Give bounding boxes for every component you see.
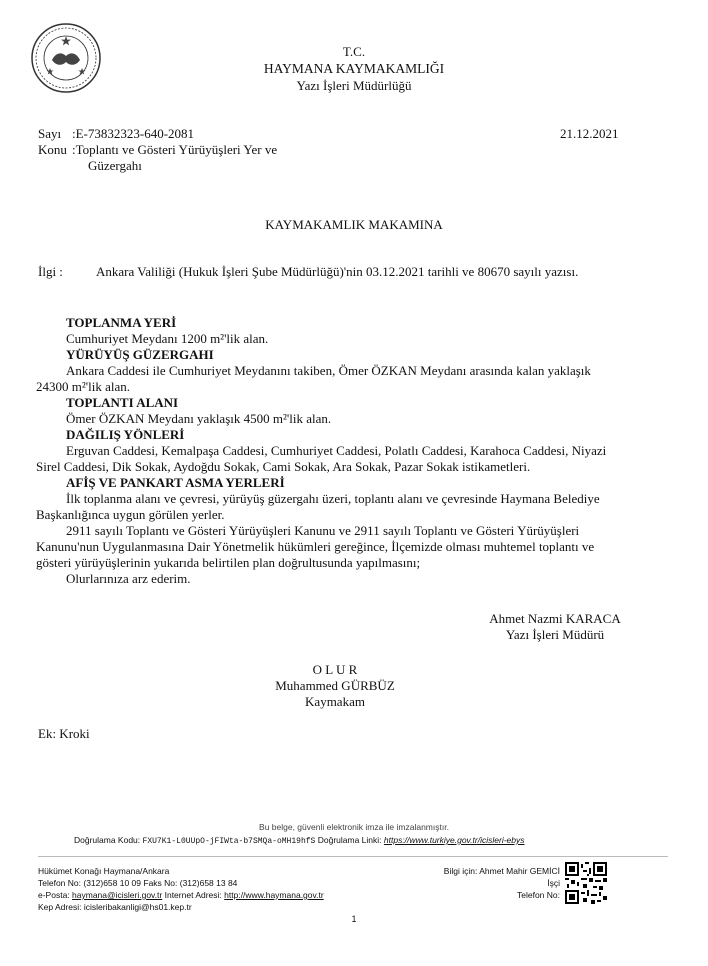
- footer-info-1: Bilgi için: Ahmet Mahir GEMİCİ: [443, 866, 560, 876]
- footer-divider: [38, 856, 668, 857]
- closing-3: gösteri yürüyüşlerinin yukarıda belirtilen plan doğrultusunda yapılmasını;: [36, 555, 421, 570]
- sayi-label: Sayı: [38, 126, 62, 141]
- web-link[interactable]: http://www.haymana.gov.tr: [224, 890, 324, 900]
- verification-code: FXU7K1-L0UUpO-jFIWta-b7SMQa-oMH19hfS: [142, 837, 316, 846]
- alan-title: TOPLANTI ALANI: [66, 395, 179, 410]
- alan-text: Ömer ÖZKAN Meydanı yaklaşık 4500 m²'lik alan.: [66, 411, 332, 426]
- footer-info-3: Telefon No:: [517, 890, 560, 900]
- konu-label: Konu: [38, 142, 67, 157]
- approval-olur: O L U R: [312, 662, 358, 677]
- header-office: HAYMANA KAYMAKAMLIĞI: [263, 61, 445, 76]
- footer-contact: [38, 890, 324, 900]
- code-label: Doğrulama Kodu:: [74, 835, 141, 845]
- qr-code-icon[interactable]: [565, 862, 607, 904]
- toplanma-title: TOPLANMA YERİ: [66, 315, 177, 330]
- konu-value-cont: Güzergahı: [88, 158, 142, 173]
- web-label: Internet Adresi:: [164, 890, 222, 900]
- email-link[interactable]: haymana@icisleri.gov.tr: [72, 890, 163, 900]
- reference-text: Ankara Valiliği (Hukuk İşleri Şube Müdürlüğü)'nin 03.12.2021 tarihli ve 80670 sayılı yazısı.: [96, 264, 579, 279]
- verification-link[interactable]: https://www.turkiye.gov.tr/icisleri-ebys: [383, 835, 525, 845]
- afis-title: AFİŞ VE PANKART ASMA YERLERİ: [66, 475, 285, 490]
- toplanma-text: Cumhuriyet Meydanı 1200 m²'lik alan.: [66, 331, 269, 346]
- dagilis-title: DAĞILIŞ YÖNLERİ: [66, 427, 185, 442]
- footer-kep: Kep Adresi: icisleribakanligi@hs01.kep.tr: [38, 902, 192, 912]
- dagilis-text-1: Erguvan Caddesi, Kemalpaşa Caddesi, Cumhuriyet Caddesi, Polatlı Caddesi, Karahoca Caddesi, Niyazi: [66, 443, 607, 458]
- guzergah-title: YÜRÜYÜŞ GÜZERGAHI: [66, 347, 214, 362]
- verification-notice: Bu belge, güvenli elektronik imza ile imzalanmıştır.: [259, 822, 449, 832]
- footer-info-2: İşçi: [547, 878, 560, 888]
- dagilis-text-2: Sirel Caddesi, Dik Sokak, Aydoğdu Sokak, Cami Sokak, Ara Sokak, Pazar Sokak istikametleri.: [36, 459, 531, 474]
- header-department: Yazı İşleri Müdürlüğü: [296, 78, 412, 93]
- konu-value: :Toplantı ve Gösteri Yürüyüşleri Yer ve: [72, 142, 278, 157]
- approval-title: Kaymakam: [305, 694, 365, 709]
- verification-line: [74, 835, 525, 846]
- closing-1: 2911 sayılı Toplantı ve Gösteri Yürüyüşleri Kanunu ve 2911 sayılı Toplantı ve Gösteri Yürüyüşleri: [66, 523, 580, 538]
- header-tc: T.C.: [342, 44, 366, 59]
- afis-text-1: İlk toplanma alanı ve çevresi, yürüyüş güzergahı üzeri, toplantı alanı ve çevresinde Haymana Belediye: [66, 491, 600, 506]
- approval-name: Muhammed GÜRBÜZ: [275, 678, 395, 693]
- signer-title: Yazı İşleri Müdürü: [505, 627, 605, 642]
- footer-address: Hükümet Konağı Haymana/Ankara: [38, 866, 170, 876]
- closing-2: Kanunu'nun Uygulanmasına Dair Yönetmelik hükümleri gereğince, İlçemizde olması muhtemel toplantı ve: [36, 539, 595, 554]
- page-number: 1: [351, 914, 357, 924]
- attachment: Ek: Kroki: [38, 726, 90, 741]
- footer-phone: Telefon No: (312)658 10 09 Faks No: (312)658 13 84: [38, 878, 238, 888]
- email-label: e-Posta:: [38, 890, 70, 900]
- closing-4: Olurlarınıza arz ederim.: [66, 571, 191, 586]
- link-label: Doğrulama Linki:: [317, 835, 382, 845]
- reference-label: İlgi :: [38, 264, 63, 279]
- document-date: 21.12.2021: [560, 126, 619, 141]
- guzergah-text-1: Ankara Caddesi ile Cumhuriyet Meydanını takiben, Ömer ÖZKAN Meydanı arasında kalan yaklaşık: [66, 363, 591, 378]
- guzergah-text-2: 24300 m²'lik alan.: [36, 379, 130, 394]
- sayi-value: :E-73832323-640-2081: [72, 126, 195, 141]
- signer-name: Ahmet Nazmi KARACA: [489, 611, 621, 626]
- afis-text-2: Başkanlığınca uygun görülen yerler.: [36, 507, 225, 522]
- addressee: KAYMAKAMLIK MAKAMINA: [265, 217, 443, 232]
